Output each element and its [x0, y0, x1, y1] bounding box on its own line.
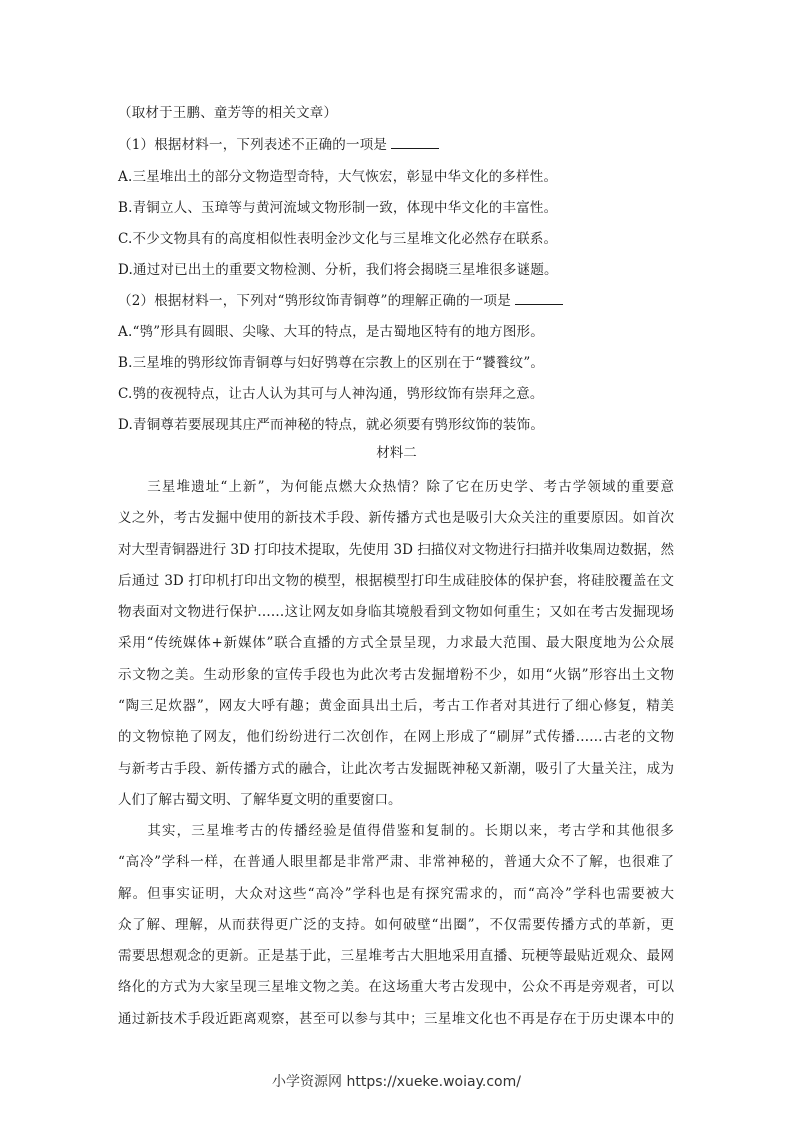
- question-2-stem: [118, 292, 563, 310]
- question-1-option-b: B.青铜立人、玉璋等与黄河流域文物形制一致，体现中华文化的丰富性。: [118, 200, 558, 216]
- paragraph-line: 物表面对文物进行保护……这让网友如身临其境般看到文物如何重生；又如在考古发掘现场: [118, 604, 674, 621]
- paragraph-line: 示文物之美。生动形象的宣传手段也为此次考古发掘增粉不少，如用“火锅”形容出土文物: [118, 666, 674, 683]
- material-2-paragraph-2: [118, 816, 674, 1035]
- paragraph-line: 三星堆遗址“上新”，为何能点燃大众热情？除了它在历史学、考古学领域的重要意: [118, 479, 674, 495]
- question-1-option-a: A.三星堆出土的部分文物造型奇特，大气恢宏，彰显中华文化的多样性。: [118, 169, 558, 185]
- material-2-heading: 材料二: [376, 445, 417, 461]
- question-2-option-c: C.鸮的夜视特点，让古人认为其可与人神沟通，鸮形纹饰有崇拜之意。: [118, 386, 544, 402]
- paragraph-line: 对大型青铜器进行 3D 打印技术提取，先使用 3D 扫描仪对文物进行扫描并收集周边数据，然: [118, 541, 674, 558]
- paragraph-line: 其实，三星堆考古的传播经验是值得借鉴和复制的。长期以来，考古学和其他很多: [118, 823, 674, 839]
- question-2-stem-text: （2）根据材料一，下列对“鸮形纹饰青铜尊”的理解正确的一项是: [118, 293, 511, 309]
- paragraph-line: “高冷”学科一样，在普通人眼里都是非常严肃、非常神秘的，普通大众不了解，也很难了: [118, 854, 674, 871]
- material-2-paragraph-1: [118, 472, 674, 816]
- answer-blank: [515, 292, 563, 305]
- question-2-option-d: D.青铜尊若要展现其庄严而神秘的特点，就必须要有鸮形纹饰的装饰。: [118, 417, 545, 433]
- answer-blank: [391, 136, 439, 149]
- paragraph-line: 人们了解古蜀文明、了解华夏文明的重要窗口。: [118, 791, 402, 808]
- paragraph-line: 解。但事实证明，大众对这些“高冷”学科也是有探究需求的，而“高冷”学科也需要被大: [118, 885, 674, 902]
- source-note: （取材于王鹏、童芳等的相关文章）: [118, 105, 338, 121]
- paragraph-line: 络化的方式为大家呈现三星堆文物之美。在这场重大考古发现中，公众不再是旁观者，可以: [118, 979, 674, 996]
- question-1-stem: [118, 136, 439, 154]
- paragraph-line: 与新考古手段、新传播方式的融合，让此次考古发掘既神秘又新潮，吸引了大量关注，成为: [118, 760, 674, 777]
- paragraph-line: 通过新技术手段近距离观察，甚至可以参与其中；三星堆文化也不再是存在于历史课本中的: [118, 1010, 674, 1027]
- question-1-option-c: C.不少文物具有的高度相似性表明金沙文化与三星堆文化必然存在联系。: [118, 231, 558, 247]
- question-2-option-a: A.“鸮”形具有圆眼、尖喙、大耳的特点，是古蜀地区特有的地方图形。: [118, 324, 544, 340]
- footer-watermark: 小学资源网 https://xueke.woiay.com/: [272, 1074, 521, 1090]
- paragraph-line: 采用“传统媒体+新媒体”联合直播的方式全景呈现，力求最大范围、最大限度地为公众展: [118, 635, 674, 652]
- paragraph-line: 后通过 3D 打印机打印出文物的模型，根据模型打印生成硅胶体的保护套，将硅胶覆盖在文: [118, 572, 674, 589]
- paragraph-line: 需要思想观念的更新。正是基于此，三星堆考古大胆地采用直播、玩梗等最贴近观众、最网: [118, 948, 674, 965]
- paragraph-line: 的文物惊艳了网友，他们纷纷进行二次创作，在网上形成了“刷屏”式传播……古老的文物: [118, 729, 674, 746]
- paragraph-line: 义之外，考古发掘中使用的新技术手段、新传播方式也是吸引大众关注的重要原因。如首次: [118, 510, 674, 527]
- paragraph-line: “陶三足炊器”，网友大呼有趣；黄金面具出土后，考古工作者对其进行了细心修复，精美: [118, 698, 674, 715]
- question-1-option-d: D.通过对已出土的重要文物检测、分析，我们将会揭晓三星堆很多谜题。: [118, 262, 558, 278]
- question-1-stem-text: （1）根据材料一，下列表述不正确的一项是: [118, 137, 388, 153]
- question-2-option-b: B.三星堆的鸮形纹饰青铜尊与妇好鸮尊在宗教上的区别在于“饕餮纹”。: [118, 355, 545, 371]
- paragraph-line: 众了解、理解，从而获得更广泛的支持。如何破壁“出圈”，不仅需要传播方式的革新，更: [118, 916, 674, 933]
